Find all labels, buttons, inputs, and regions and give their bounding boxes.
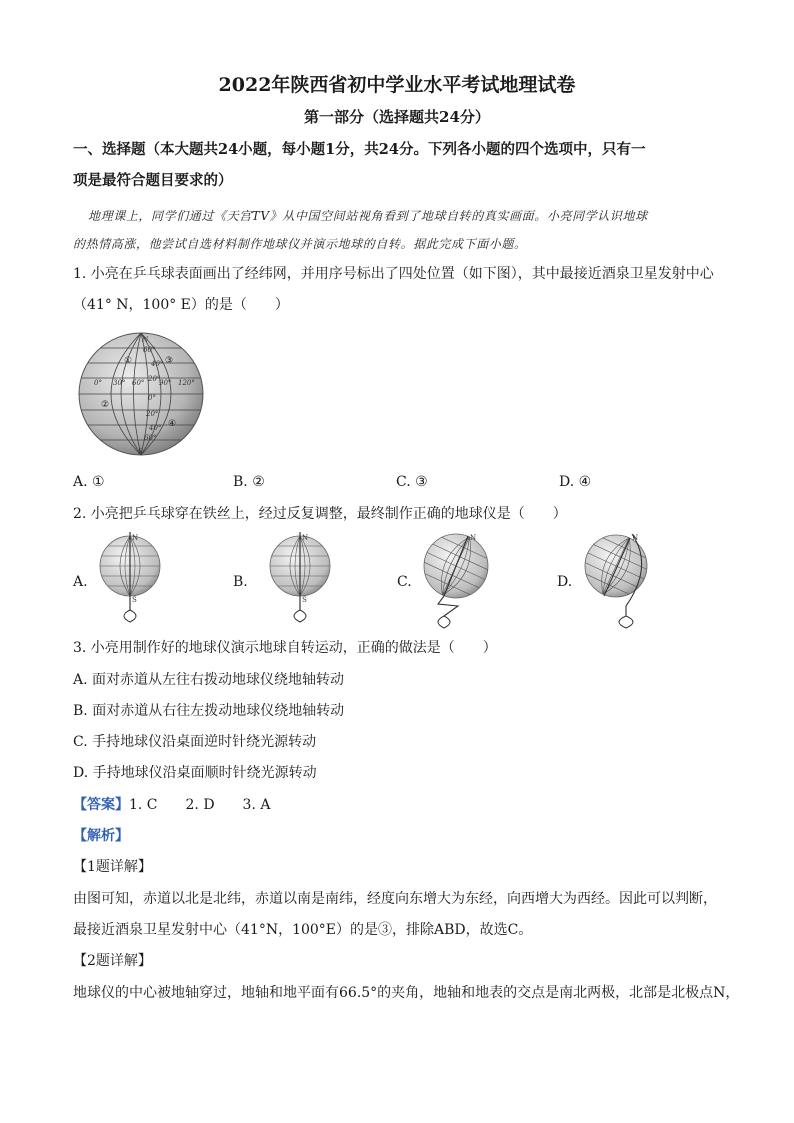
q2-stem: 2. 小亮把乒乓球穿在铁丝上，经过反复调整，最终制作正确的地球仪是（ ） <box>73 506 567 522</box>
q2-option-b-letter: B. <box>233 574 248 590</box>
q3-option-b: B. 面对赤道从右往左拨动地球仪绕地轴转动 <box>73 703 345 719</box>
q2-globe-a <box>96 530 164 626</box>
detail1-line1: 由图可知，赤道以北是北纬，赤道以南是南纬，经度向东增大为东经，向西增大为西经。因此可以判断， <box>73 891 717 907</box>
lon-0-label: 0° <box>94 379 102 387</box>
q3-option-c: C. 手持地球仪沿桌面逆时针绕光源转动 <box>73 734 317 750</box>
q2-globe-c <box>418 530 494 630</box>
q2-option-a-letter: A. <box>73 574 88 590</box>
lat-20s-label: 20° <box>146 410 159 418</box>
intro-line2: 的热情高涨，他尝试自选材料制作地球仪并演示地球的自转。据此完成下面小题。 <box>73 237 527 251</box>
q2-globe-d <box>582 530 658 630</box>
globe-d-north: N <box>632 534 639 542</box>
lon-30-label: 30° <box>113 379 126 387</box>
q1-options <box>73 474 733 494</box>
section-instruction-line2: 项是最符合题目要求的） <box>73 172 233 189</box>
answer-text: 1. C 2. D 3. A <box>129 797 271 813</box>
lon-120-label: 120° <box>178 379 195 387</box>
detail1-line2: 最接近酒泉卫星发射中心（41°N，100°E）的是③，排除ABD，故选C。 <box>73 922 533 938</box>
q2-option-d-letter: D. <box>557 574 573 590</box>
lat-40n-label: 40° <box>151 360 164 368</box>
globe-south-label: S <box>138 448 143 456</box>
answer-label: 【答案】 <box>73 797 129 813</box>
q1-option-b: B. ② <box>233 474 265 490</box>
lat-20n-label: 20° <box>148 375 161 383</box>
globe-b-north: N <box>302 534 309 542</box>
intro-line1: 地理课上，同学们通过《天宫TV》从中国空间站视角看到了地球自转的真实画面。小亮同学认识地球 <box>88 209 648 223</box>
q1-option-c: C. ③ <box>396 474 428 490</box>
detail2-heading: 【2题详解】 <box>73 953 152 969</box>
globe-a-south: S <box>132 596 137 604</box>
marker-2: ② <box>101 400 110 410</box>
marker-1: ① <box>124 356 133 366</box>
lat-0-label: 0° <box>148 394 156 402</box>
globe-b-south: S <box>302 596 307 604</box>
q2-option-c-letter: C. <box>397 574 412 590</box>
q2-globe-b <box>266 530 334 626</box>
q3-option-d: D. 手持地球仪沿桌面顺时针绕光源转动 <box>73 765 317 781</box>
q1-option-d: D. ④ <box>559 474 592 490</box>
lat-60n-label: 60° <box>143 346 156 354</box>
globe-north-label: N <box>142 336 149 344</box>
lat-40s-label: 40° <box>149 424 162 432</box>
q1-stem-line2: （41° N，100° E）的是（ ） <box>73 297 289 313</box>
lon-90-label: 90° <box>159 379 172 387</box>
detail1-heading: 【1题详解】 <box>73 859 152 875</box>
q1-graticule-globe-figure <box>76 330 206 458</box>
lon-60-label: 60° <box>132 379 145 387</box>
q3-option-a: A. 面对赤道从左往右拨动地球仪绕地轴转动 <box>73 672 345 688</box>
section-instruction-line1: 一、选择题（本大题共24小题，每小题1分，共24分。下列各小题的四个选项中，只有一 <box>73 141 646 158</box>
page-title: 2022年陕西省初中学业水平考试地理试卷 <box>218 74 576 96</box>
marker-3: ③ <box>165 356 174 366</box>
marker-4: ④ <box>168 419 177 429</box>
page-subtitle: 第一部分（选择题共24分） <box>304 108 490 126</box>
lat-60s-label: 60° <box>144 434 157 442</box>
q1-stem-line1: 1. 小亮在乒乓球表面画出了经纬网，并用序号标出了四处位置（如下图），其中最接近酒泉卫星发射中心 <box>73 266 714 282</box>
analysis-label: 【解析】 <box>73 828 129 844</box>
globe-c-north: N <box>470 534 477 542</box>
detail2-line1: 地球仪的中心被地轴穿过，地轴和地平面有66.5°的夹角，地轴和地表的交点是南北两极，北部是北极点N， <box>73 985 740 1001</box>
q1-option-a: A. ① <box>73 474 105 490</box>
answer-row <box>73 795 270 815</box>
globe-a-north: N <box>132 534 139 542</box>
q3-stem: 3. 小亮用制作好的地球仪演示地球自转运动，正确的做法是（ ） <box>73 640 497 656</box>
